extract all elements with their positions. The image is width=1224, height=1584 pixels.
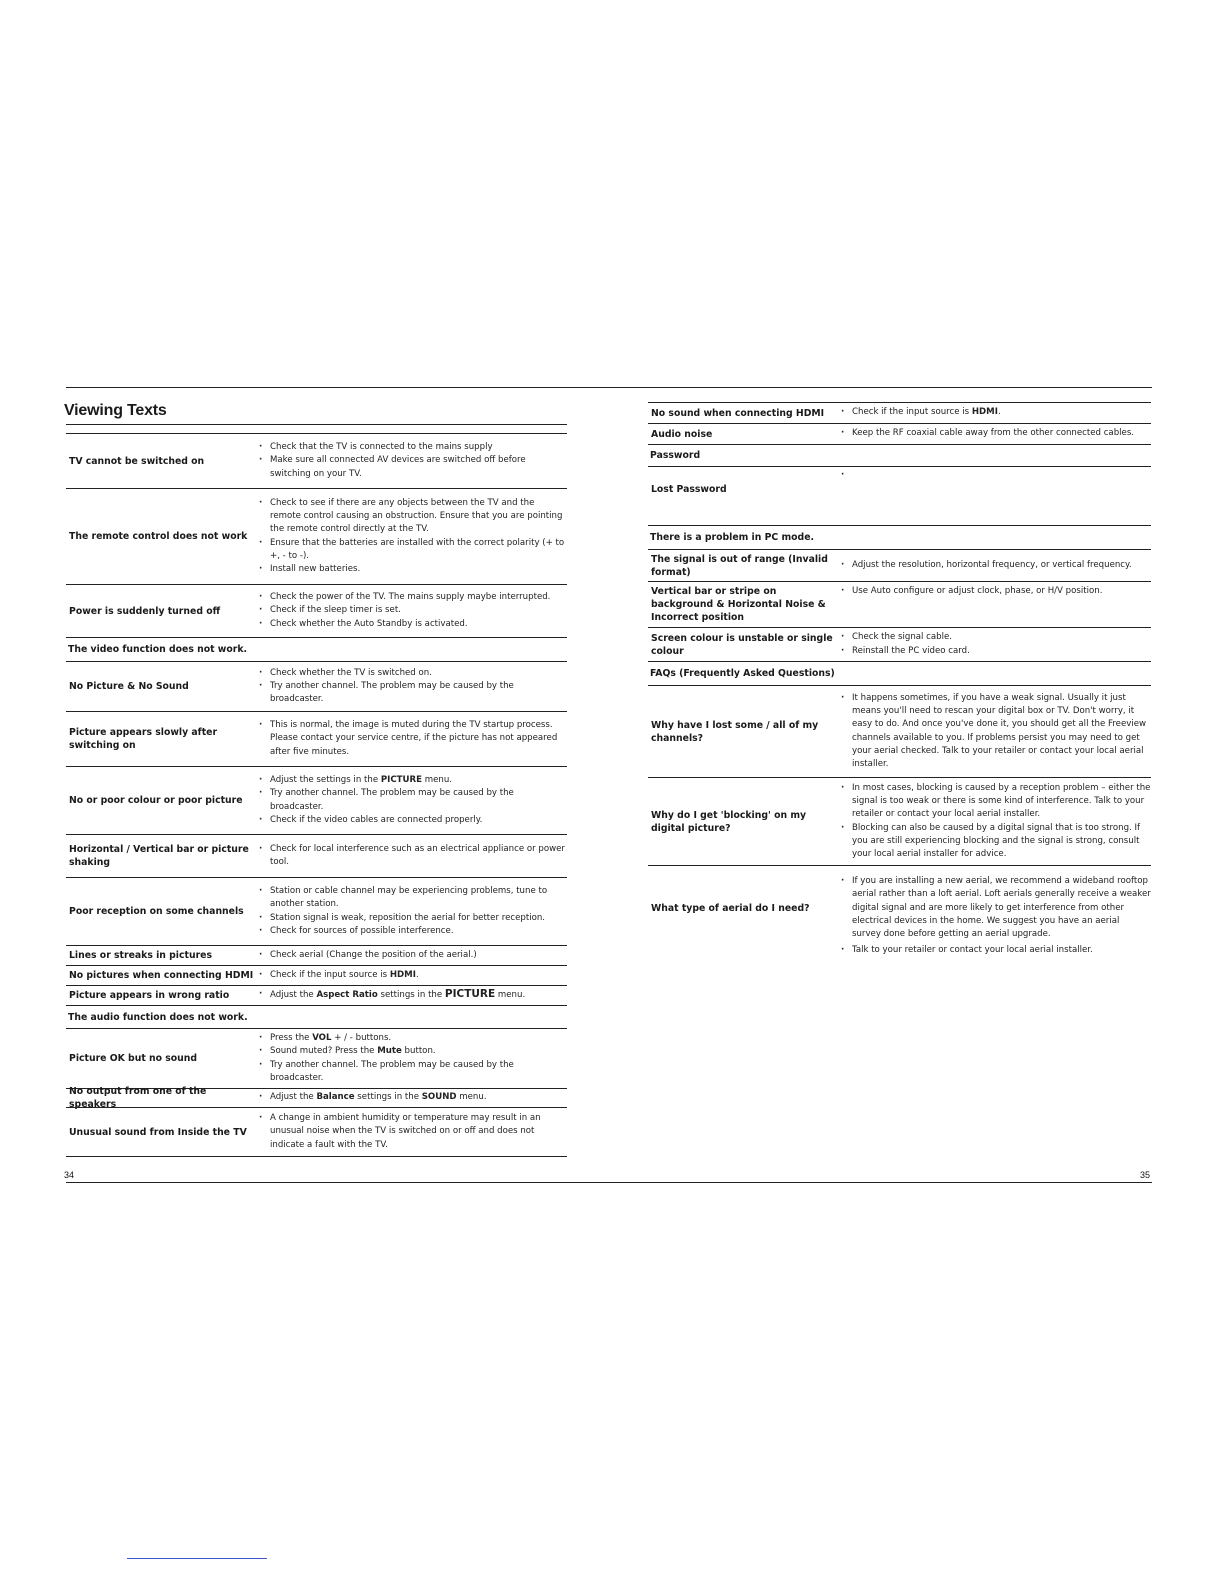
row-items [256, 885, 567, 938]
table-row [648, 549, 1151, 581]
row-label: No Picture & No Sound [69, 681, 189, 692]
table-row [648, 865, 1151, 969]
row-label: Power is suddenly turned off [69, 605, 221, 617]
section-row [648, 444, 1151, 466]
list-item: · Talk to your retailer or contact your local aerial installer. [838, 944, 1151, 957]
table-row [66, 965, 567, 985]
row-label: No pictures when connecting HDMI [69, 970, 254, 981]
list-item: · Check to see if there are any objects between the TV and the remote control causing an obstruction. Ensure that you are pointing the remote control directly at the TV. [256, 497, 567, 537]
table-row [648, 777, 1151, 865]
list-item: · Check aerial (Change the position of the aerial.) [256, 949, 567, 962]
table-row [648, 685, 1151, 777]
table-row [66, 1107, 567, 1157]
row-items [838, 467, 1151, 469]
list-item: · Check the power of the TV. The mains supply maybe interrupted. [256, 591, 567, 604]
row-label: Poor reception on some channels [69, 906, 244, 917]
list-item: · Check that the TV is connected to the mains supply [256, 441, 567, 454]
list-item: · Try another channel. The problem may be caused by the broadcaster. [256, 787, 567, 814]
row-label: Lost Password [651, 484, 727, 495]
left-troubleshooting-table [66, 433, 567, 1157]
page-number-right: 35 [1140, 1170, 1151, 1180]
table-row [648, 402, 1151, 423]
row-items [838, 406, 1151, 419]
table-row [66, 711, 567, 766]
row-label: No output from one of the speakers [69, 1086, 207, 1110]
row-items [256, 441, 567, 481]
list-item: · In most cases, blocking is caused by a reception problem – either the signal is too weak or there is some kind of interference. Talk to your retailer or contact your local aerial installer. [838, 782, 1151, 822]
table-row [66, 488, 567, 584]
list-item: · Sound muted? Press the Mute button. [256, 1045, 567, 1058]
list-item: · Try another channel. The problem may be caused by the broadcaster. [256, 680, 567, 707]
row-items [256, 949, 567, 962]
list-item: · Blocking can also be caused by a digital signal that is too strong. If you are still experiencing blocking and the signal is strong, consult your local aerial installer for advice. [838, 822, 1151, 862]
row-items [256, 667, 567, 707]
list-item: · Adjust the resolution, horizontal frequency, or vertical frequency. [838, 559, 1151, 572]
link-underline [127, 1558, 267, 1559]
row-items [838, 559, 1151, 572]
row-items [256, 774, 567, 827]
list-item: · Keep the RF coaxial cable away from the other connected cables. [838, 427, 1151, 440]
table-row [66, 834, 567, 877]
row-items [838, 782, 1151, 862]
row-label: No sound when connecting HDMI [651, 407, 825, 419]
list-item: · Press the VOL + / - buttons. [256, 1032, 567, 1045]
section-heading: Password [650, 450, 701, 461]
row-label: Vertical bar or stripe on background & Horizontal Noise & Incorrect position [651, 586, 826, 623]
table-row [66, 584, 567, 637]
row-label: Picture appears slowly after switching on [69, 727, 218, 751]
list-item: · Check whether the TV is switched on. [256, 667, 567, 680]
table-row [648, 466, 1151, 525]
list-item: · This is normal, the image is muted during the TV startup process. Please contact your service centre, if the picture has not appeared after five minutes. [256, 719, 567, 759]
row-items [256, 969, 567, 982]
right-troubleshooting-table [648, 402, 1151, 969]
list-item: · Try another channel. The problem may be caused by the broadcaster. [256, 1059, 567, 1086]
list-item: · Adjust the settings in the PICTURE menu. [256, 774, 567, 787]
row-items [838, 427, 1151, 440]
row-label: Screen colour is unstable or single colour [651, 632, 833, 657]
row-label: The signal is out of range (Invalid format) [651, 553, 828, 578]
table-row [66, 433, 567, 488]
table-row [648, 627, 1151, 661]
list-item: · Use Auto configure or adjust clock, phase, or H/V position. [838, 585, 1151, 598]
list-item: · Station or cable channel may be experiencing problems, tune to another station. [256, 885, 567, 912]
section-heading: There is a problem in PC mode. [650, 532, 815, 543]
row-label: The remote control does not work [69, 531, 248, 542]
list-item: · Check the signal cable. [838, 631, 1151, 644]
row-label: Why have I lost some / all of my channels? [651, 719, 819, 744]
row-items [256, 591, 567, 631]
list-item: · Check whether the Auto Standby is activated. [256, 618, 567, 631]
row-label: TV cannot be switched on [69, 455, 205, 467]
row-label: Audio noise [651, 428, 713, 440]
row-label: What type of aerial do I need? [651, 903, 810, 914]
row-items [838, 692, 1151, 772]
row-items [256, 843, 567, 870]
list-item: · If you are installing a new aerial, we recommend a wideband rooftop aerial rather than a loft aerial. Loft aerials generally receive a weaker digital signal and are more likely to get interference from other electrical devices in the home. We suggest you have an aerial survey done before getting an aerial upgrade. [838, 875, 1151, 941]
list-item: · Adjust the Aspect Ratio settings in the PICTURE menu. [256, 988, 567, 1002]
page-title: Viewing Texts [64, 402, 167, 419]
list-item: · It happens sometimes, if you have a weak signal. Usually it just means you'll need to rescan your digital box or TV. Don't worry, it easy to do. And once you've done it, you should get all the Freeview channels available to you. If problems persist you may need to get your aerial checked. Talk to your retailer or contact your local aerial installer. [838, 692, 1151, 772]
list-item: · Reinstall the PC video card. [838, 645, 1151, 658]
section-row [66, 1005, 567, 1028]
list-item: · Make sure all connected AV devices are switched off before switching on your TV. [256, 454, 567, 481]
section-row [648, 661, 1151, 685]
row-items [256, 1091, 567, 1104]
row-label: Picture OK but no sound [69, 1053, 198, 1064]
top-rule [66, 387, 1152, 388]
row-items [838, 631, 1151, 658]
table-row [648, 581, 1151, 627]
list-item: · Check if the input source is HDMI. [838, 406, 1151, 419]
table-row [66, 945, 567, 965]
row-items [256, 988, 567, 1002]
row-label: No or poor colour or poor picture [69, 795, 243, 806]
row-label: Unusual sound from Inside the TV [69, 1126, 247, 1138]
table-row [648, 423, 1151, 444]
list-item: · Check if the input source is HDMI. [256, 969, 567, 982]
list-item: · Install new batteries. [256, 563, 567, 576]
section-heading: FAQs (Frequently Asked Questions) [650, 668, 835, 679]
list-item: · Adjust the Balance settings in the SOUND menu. [256, 1091, 567, 1104]
page-number-left: 34 [64, 1170, 75, 1180]
list-item: · Check if the sleep timer is set. [256, 604, 567, 617]
list-item: · Ensure that the batteries are installed with the correct polarity (+ to +, - to -). [256, 537, 567, 564]
table-row [66, 661, 567, 711]
row-items [838, 582, 1151, 598]
row-label: Why do I get 'blocking' on my digital picture? [651, 809, 807, 834]
bottom-rule [66, 1182, 1152, 1183]
section-heading: The video function does not work. [68, 644, 248, 655]
list-item: · A change in ambient humidity or temperature may result in an unusual noise when the TV is switched on or off and does not indicate a fault with the TV. [256, 1112, 567, 1152]
table-row [66, 1028, 567, 1088]
row-label: Picture appears in wrong ratio [69, 990, 230, 1001]
row-items [256, 1112, 567, 1152]
list-item: · Check if the video cables are connected properly. [256, 814, 567, 827]
title-rule [66, 424, 567, 425]
row-items [256, 719, 567, 759]
section-row [648, 525, 1151, 549]
section-heading: The audio function does not work. [68, 1011, 248, 1023]
row-items [838, 866, 1151, 958]
row-items [256, 497, 567, 577]
list-item: · Check for sources of possible interference. [256, 925, 567, 938]
table-row [66, 1086, 567, 1110]
list-item: · Check for local interference such as an electrical appliance or power tool. [256, 843, 567, 870]
row-label: Lines or streaks in pictures [69, 950, 212, 961]
table-row [66, 766, 567, 834]
section-row [66, 637, 567, 661]
row-label: Horizontal / Vertical bar or picture shaking [69, 844, 249, 868]
table-row [66, 877, 567, 945]
row-items [256, 1032, 567, 1085]
table-row [66, 985, 567, 1005]
list-item: · Station signal is weak, reposition the aerial for better reception. [256, 912, 567, 925]
